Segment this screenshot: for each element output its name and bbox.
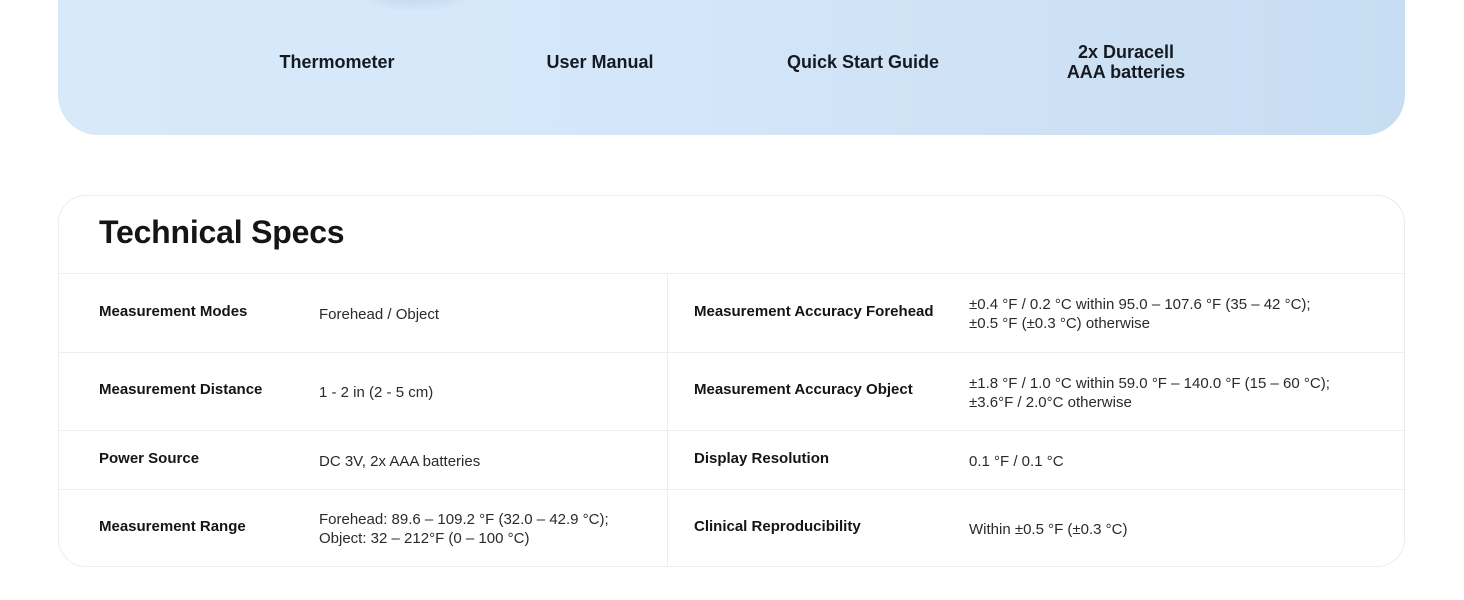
spec-row <box>59 352 1405 430</box>
spec-row <box>59 489 1405 567</box>
spec-value-line: ±0.5 °F (±0.3 °C) otherwise <box>969 315 1151 332</box>
spec-value-line: ±0.4 °F / 0.2 °C within 95.0 – 107.6 °F (35 – 42 °C); <box>969 296 1311 313</box>
spec-value <box>969 520 1128 539</box>
spec-value <box>969 452 1064 471</box>
spec-value-line: 1 - 2 in (2 - 5 cm) <box>319 384 434 401</box>
item-label-quick-start-guide: Quick Start Guide <box>786 52 940 72</box>
spec-value-line: 0.1 °F / 0.1 °C <box>969 453 1064 470</box>
thermometer-image <box>363 0 493 10</box>
spec-value-line: DC 3V, 2x AAA batteries <box>319 453 481 470</box>
column-divider <box>667 274 668 352</box>
column-divider <box>667 490 668 567</box>
item-label-batteries <box>1067 42 1185 82</box>
spec-value <box>319 452 480 471</box>
spec-value <box>319 305 439 324</box>
specs-table <box>59 273 1405 567</box>
spec-label: Measurement Accuracy Forehead <box>694 303 934 320</box>
column-divider <box>667 353 668 430</box>
spec-label: Measurement Range <box>99 518 246 535</box>
technical-specs-card <box>58 195 1405 567</box>
spec-row <box>59 273 1405 352</box>
spec-label: Measurement Accuracy Object <box>694 381 913 398</box>
spec-label: Measurement Distance <box>99 381 263 398</box>
spec-value <box>969 374 1330 412</box>
box-contents-panel <box>58 0 1405 135</box>
spec-value-line: Forehead: 89.6 – 109.2 °F (32.0 – 42.9 °C); <box>319 511 609 528</box>
spec-value-line: Forehead / Object <box>319 306 440 323</box>
spec-value-line: ±1.8 °F / 1.0 °C within 59.0 °F – 140.0 °F (15 – 60 °C); <box>969 375 1330 392</box>
specs-title: Technical Specs <box>99 214 345 250</box>
batteries-label-line1: 2x Duracell <box>1077 42 1175 62</box>
spec-value-line: Object: 32 – 212°F (0 – 100 °C) <box>319 530 530 547</box>
batteries-label-line2: AAA batteries <box>1066 62 1186 82</box>
spec-label: Power Source <box>99 450 200 467</box>
spec-value-line: ±3.6°F / 2.0°C otherwise <box>969 394 1132 411</box>
spec-value-line: Within ±0.5 °F (±0.3 °C) <box>969 521 1128 538</box>
spec-label: Clinical Reproducibility <box>694 518 861 535</box>
spec-row <box>59 430 1405 489</box>
spec-label: Display Resolution <box>694 450 830 467</box>
spec-value <box>319 383 433 402</box>
spec-label: Measurement Modes <box>99 303 248 320</box>
item-label-user-manual: User Manual <box>546 52 654 72</box>
item-label-thermometer: Thermometer <box>279 52 395 72</box>
column-divider <box>667 431 668 489</box>
spec-value <box>969 295 1311 333</box>
spec-value <box>319 510 609 548</box>
